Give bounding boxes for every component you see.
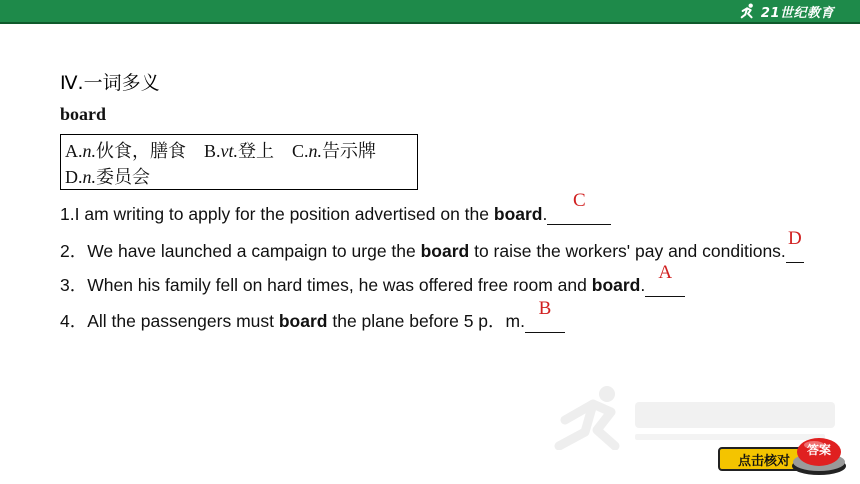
- definition-a: A.n.伙食，膳食: [65, 141, 186, 161]
- question-4: 4．All the passengers must board the plane before 5 p．m. B: [60, 308, 565, 333]
- definition-d: D.n.委员会: [65, 167, 150, 187]
- answer-button[interactable]: [790, 432, 848, 476]
- answer-blank[interactable]: [786, 228, 804, 263]
- question-3: 3．When his family fell on hard times, he was offered free room and board. A: [60, 272, 685, 297]
- definition-b: B.vt.登上: [204, 141, 275, 161]
- answer-text: B: [538, 298, 552, 319]
- section-title: Ⅳ.一词多义: [60, 72, 160, 94]
- answer-text: A: [658, 262, 673, 283]
- definitions-box: [60, 134, 418, 190]
- answer-button-label: 答案: [806, 443, 831, 457]
- answer-text: D: [787, 228, 802, 249]
- answer-blank[interactable]: [645, 262, 685, 297]
- check-answer-button[interactable]: 点击核对: [718, 447, 810, 471]
- definitions-line-2: [65, 164, 413, 190]
- question-2: 2．We have launched a campaign to urge the board to raise the workers' pay and conditions. D: [60, 238, 804, 263]
- question-1: 1.I am writing to apply for the position advertised on the board. C: [60, 204, 611, 225]
- answer-text: C: [573, 190, 586, 211]
- definitions-line-1: [65, 138, 413, 164]
- brand-logo: [739, 1, 834, 21]
- logo-text: 21世纪教育: [760, 5, 834, 21]
- answer-blank[interactable]: [547, 190, 611, 225]
- header-underline: [0, 22, 860, 24]
- runner-logo-icon: [739, 2, 757, 20]
- definition-c: C.n.告示牌: [292, 141, 377, 161]
- target-word: board: [60, 104, 107, 124]
- answer-blank[interactable]: [525, 298, 565, 333]
- header-bar: [0, 0, 860, 22]
